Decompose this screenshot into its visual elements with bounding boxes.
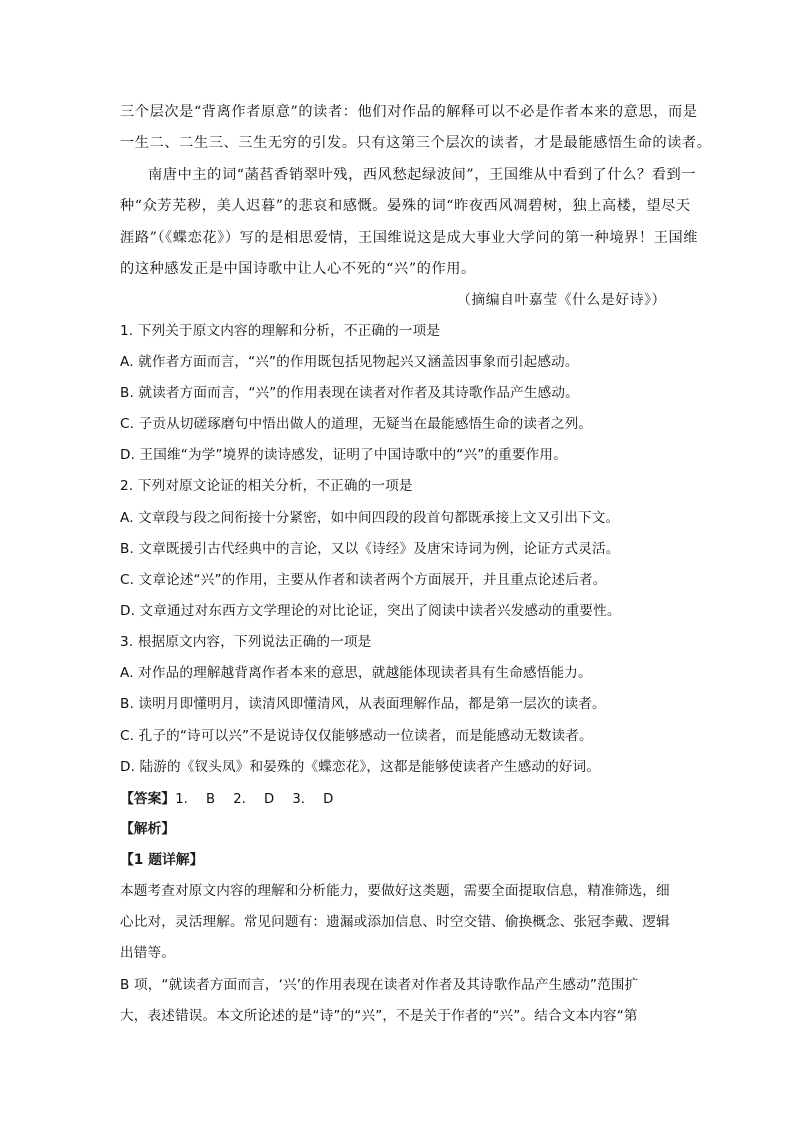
question-option: A. 对作品的理解越背离作者本来的意思，就越能体现读者具有生命感悟能力。	[120, 665, 592, 681]
question-stem: 1. 下列关于原文内容的理解和分析，不正确的一项是	[120, 323, 441, 339]
passage-line: 种“众芳芜秽，美人迟暮”的悲哀和感慨。晏殊的词“昨夜西风凋碧树，独上高楼，望尽天	[120, 198, 691, 214]
detail-line: B 项，“就读者方面而言，‘兴’的作用表现在读者对作者及其诗歌作品产生感动”范围扩	[120, 977, 639, 993]
question-stem: 3. 根据原文内容，下列说法正确的一项是	[120, 634, 372, 650]
answer-values: 1. B 2. D 3. D	[175, 792, 334, 807]
question-option: B. 文章既援引古代经典中的言论，又以《诗经》及唐宋诗词为例，论证方式灵活。	[120, 541, 620, 557]
question-option: A. 文章段与段之间衔接十分紧密，如中间四段的段首句都既承接上文又引出下文。	[120, 510, 620, 526]
analysis-label: 【解析】	[120, 821, 176, 837]
question-option: C. 孔子的“诗可以兴”不是说诗仅仅能够感动一位读者，而是能感动无数读者。	[120, 728, 593, 744]
question-option: A. 就作者方面而言，“兴”的作用既包括见物起兴又涵盖因事象而引起感动。	[120, 354, 579, 370]
detail-line: 大，表述错误。本文所论述的是“诗”的“兴”，不是关于作者的“兴”。结合文本内容“第	[120, 1008, 638, 1024]
detail-line: 出错等。	[120, 945, 175, 961]
detail-label: 【1 题详解】	[120, 852, 204, 868]
question-option: B. 就读者方面而言，“兴”的作用表现在读者对作者及其诗歌作品产生感动。	[120, 385, 579, 401]
passage-line: 一生二、二生三、三生无穷的引发。只有这第三个层次的读者，才是最能感悟生命的读者。	[120, 135, 712, 151]
detail-line: 心比对，灵活理解。常见问题有：遗漏或添加信息、时空交错、偷换概念、张冠李戴、逻辑	[120, 914, 670, 930]
question-option: D. 陆游的《钗头凤》和晏殊的《蝶恋花》，这都是能够使读者产生感动的好词。	[120, 759, 601, 775]
question-option: D. 文章通过对东西方文学理论的对比论证，突出了阅读中读者兴发感动的重要性。	[120, 603, 621, 619]
passage-line: 涯路”（《蝶恋花》）写的是相思爱情，王国维说这是成大事业大学问的第一种境界！王国维	[120, 230, 699, 246]
question-option: B. 读明月即懂明月，读清风即懂清风，从表面理解作品，都是第一层次的读者。	[120, 696, 606, 712]
detail-line: 本题考查对原文内容的理解和分析能力，要做好这类题，需要全面提取信息，精准筛选，细	[120, 883, 670, 899]
answer-label: 【答案】	[120, 791, 176, 807]
passage-line: 的这种感发正是中国诗歌中让人心不死的“兴”的作用。	[120, 261, 476, 277]
answer-row	[120, 788, 333, 810]
passage-source: （摘编自叶嘉莹《什么是好诗》）	[456, 292, 666, 308]
question-option: D. 王国维“为学”境界的读诗感发，证明了中国诗歌中的“兴”的重要作用。	[120, 447, 567, 463]
question-option: C. 文章论述“兴”的作用，主要从作者和读者两个方面展开，并且重点论述后者。	[120, 572, 607, 588]
passage-line: 三个层次是“背离作者原意”的读者：他们对作品的解释可以不必是作者本来的意思，而是	[120, 104, 698, 120]
question-option: C. 子贡从切磋琢磨句中悟出做人的道理，无疑当在最能感悟生命的读者之列。	[120, 416, 593, 432]
passage-line: 南唐中主的词“菡萏香销翠叶残，西风愁起绿波间”，王国维从中看到了什么？看到一	[148, 167, 697, 183]
question-stem: 2. 下列对原文论证的相关分析，不正确的一项是	[120, 478, 413, 494]
